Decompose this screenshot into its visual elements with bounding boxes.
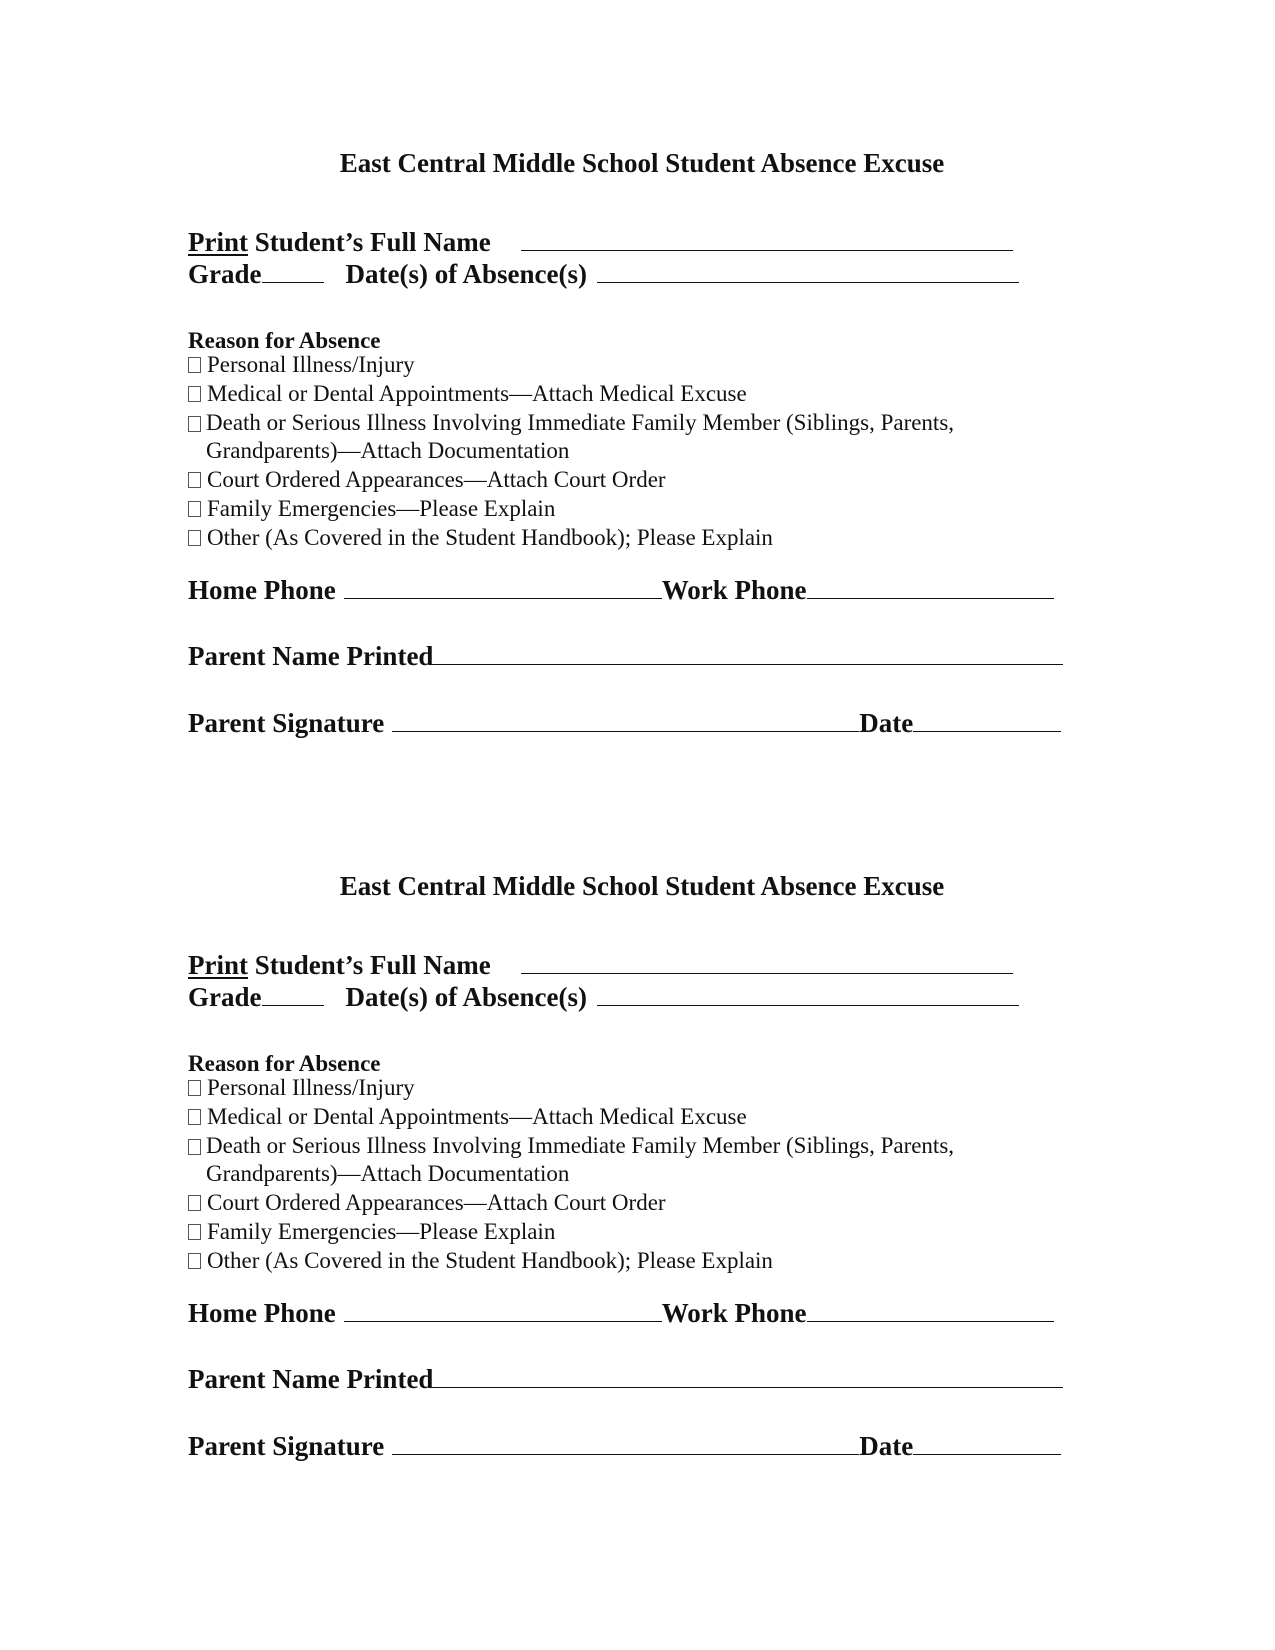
reason-options — [188, 351, 1066, 553]
grade-line[interactable] — [262, 260, 324, 283]
checkbox[interactable] — [188, 501, 201, 517]
signature-row — [188, 1429, 1061, 1463]
checkbox[interactable] — [188, 472, 201, 488]
phone-row — [188, 573, 1054, 607]
option-label: Personal Illness/Injury — [207, 1075, 415, 1100]
student-name-row — [188, 225, 1013, 259]
grade-line[interactable] — [262, 983, 324, 1006]
option-label: Medical or Dental Appointments—Attach Medical Excuse — [207, 380, 747, 406]
checkbox[interactable] — [188, 1080, 201, 1096]
dates-line[interactable] — [597, 983, 1019, 1006]
option-label: Court Ordered Appearances—Attach Court Order — [207, 467, 666, 493]
home-phone-line[interactable] — [344, 1299, 662, 1322]
absence-form-2 — [188, 868, 1088, 1508]
grade-dates-row — [188, 980, 1019, 1014]
option-label: Family Emergencies—Please Explain — [207, 495, 556, 521]
option-label: Medical or Dental Appointments—Attach Medical Excuse — [207, 1103, 747, 1129]
option-family-emergencies — [188, 1218, 1066, 1247]
home-phone-line[interactable] — [344, 576, 662, 599]
student-name-label: Student’s Full Name — [248, 227, 491, 257]
grade-label: Grade — [188, 259, 262, 289]
parent-name-label: Parent Name Printed — [188, 641, 434, 671]
date-label: Date — [859, 1431, 914, 1461]
parent-name-label: Parent Name Printed — [188, 1364, 434, 1394]
student-name-line[interactable] — [521, 951, 1013, 974]
checkbox[interactable] — [188, 1224, 201, 1240]
parent-signature-line[interactable] — [392, 709, 859, 732]
option-label: Death or Serious Illness Involving Immediate Family Member (Siblings, Parents, Grandparents)—Attach Documentation — [206, 1132, 955, 1187]
parent-name-line[interactable] — [433, 642, 1063, 665]
option-other — [188, 524, 1066, 553]
checkbox[interactable] — [188, 386, 201, 402]
option-label: Other (As Covered in the Student Handbook); Please Explain — [207, 1247, 773, 1273]
checkbox[interactable] — [188, 530, 201, 546]
grade-dates-row — [188, 257, 1019, 291]
student-name-line[interactable] — [521, 228, 1013, 251]
checkbox[interactable] — [188, 1109, 201, 1125]
dates-label: Date(s) of Absence(s) — [345, 982, 587, 1012]
print-label: Print — [188, 227, 248, 257]
reason-options — [188, 1074, 1066, 1276]
option-personal-illness — [188, 1074, 1066, 1103]
work-phone-label: Work Phone — [661, 1298, 807, 1328]
home-phone-label: Home Phone — [188, 575, 336, 605]
parent-name-row — [188, 639, 1063, 673]
student-name-label: Student’s Full Name — [248, 950, 491, 980]
form-title: East Central Middle School Student Absence Excuse — [339, 871, 945, 901]
home-phone-label: Home Phone — [188, 1298, 336, 1328]
reason-heading: Reason for Absence — [188, 328, 381, 353]
option-death-illness-family — [188, 409, 1066, 467]
work-phone-label: Work Phone — [661, 575, 807, 605]
print-label: Print — [188, 950, 248, 980]
work-phone-line[interactable] — [807, 1299, 1054, 1322]
reason-heading: Reason for Absence — [188, 1051, 381, 1076]
date-line[interactable] — [913, 709, 1061, 732]
checkbox[interactable] — [188, 1195, 201, 1211]
form-title: East Central Middle School Student Absence Excuse — [339, 148, 945, 178]
absence-form-1 — [188, 145, 1088, 785]
grade-label: Grade — [188, 982, 262, 1012]
parent-signature-label: Parent Signature — [188, 1431, 385, 1461]
option-other — [188, 1247, 1066, 1276]
parent-name-line[interactable] — [433, 1365, 1063, 1388]
signature-row — [188, 706, 1061, 740]
phone-row — [188, 1296, 1054, 1330]
dates-line[interactable] — [597, 260, 1019, 283]
date-line[interactable] — [913, 1432, 1061, 1455]
option-court-ordered — [188, 1189, 1066, 1218]
parent-signature-label: Parent Signature — [188, 708, 385, 738]
option-personal-illness — [188, 351, 1066, 380]
student-name-row — [188, 948, 1013, 982]
option-medical-dental — [188, 1103, 1066, 1132]
option-death-illness-family — [188, 1132, 1066, 1190]
parent-signature-line[interactable] — [392, 1432, 859, 1455]
checkbox[interactable] — [188, 416, 201, 432]
option-label: Family Emergencies—Please Explain — [207, 1218, 556, 1244]
checkbox[interactable] — [188, 1139, 201, 1155]
work-phone-line[interactable] — [807, 576, 1054, 599]
parent-name-row — [188, 1362, 1063, 1396]
dates-label: Date(s) of Absence(s) — [345, 259, 587, 289]
option-family-emergencies — [188, 495, 1066, 524]
option-label: Death or Serious Illness Involving Immediate Family Member (Siblings, Parents, Grandparents)—Attach Documentation — [206, 409, 955, 464]
option-medical-dental — [188, 380, 1066, 409]
option-court-ordered — [188, 466, 1066, 495]
option-label: Court Ordered Appearances—Attach Court Order — [207, 1190, 666, 1216]
checkbox[interactable] — [188, 1253, 201, 1269]
date-label: Date — [859, 708, 914, 738]
option-label: Other (As Covered in the Student Handbook); Please Explain — [207, 524, 773, 550]
option-label: Personal Illness/Injury — [207, 352, 415, 377]
checkbox[interactable] — [188, 357, 201, 373]
